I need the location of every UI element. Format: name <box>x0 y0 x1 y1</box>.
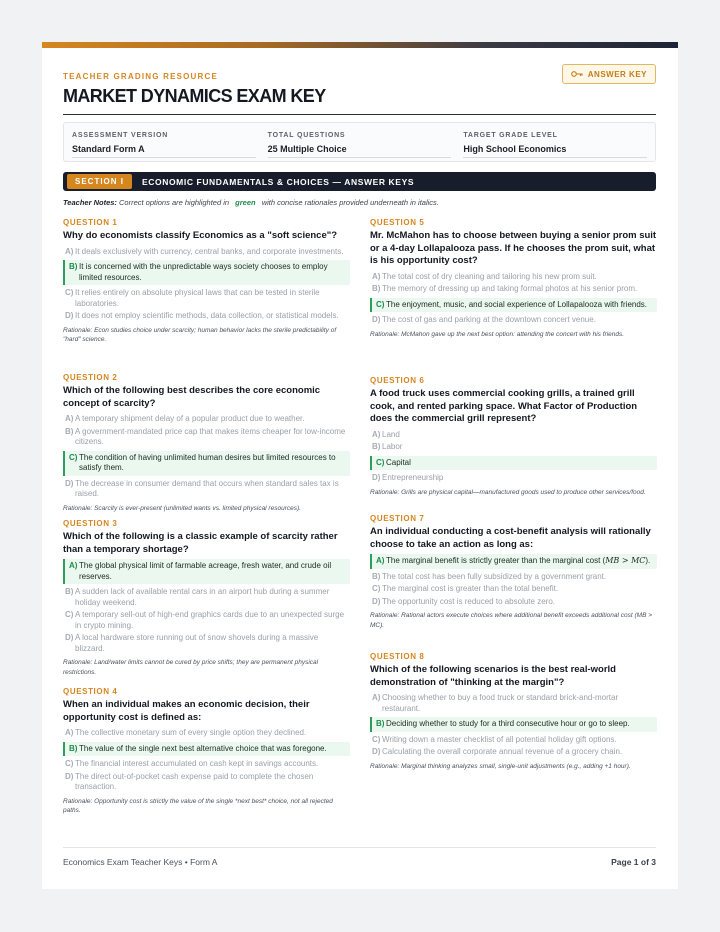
option-text-main: The memory of dressing up and taking formal photos at his senior prom. <box>382 284 638 293</box>
correct-option <box>370 554 657 569</box>
option-text-main: The total cost of dry cleaning and tailoring his new prom suit. <box>382 271 597 281</box>
question-block <box>63 218 350 345</box>
section-header <box>63 172 656 191</box>
answer-option <box>63 727 350 740</box>
answer-option <box>370 746 657 759</box>
math-expression: MB > MC <box>605 556 646 565</box>
question-number: QUESTION 2 <box>63 373 118 382</box>
rationale: Rationale: Rational actors execute choices where additional benefit exceeds additional cost (MB > MC). <box>370 612 653 629</box>
option-text <box>382 473 657 484</box>
option-text <box>386 556 657 567</box>
option-text <box>386 719 657 730</box>
answer-options <box>370 271 657 327</box>
option-text <box>75 414 350 425</box>
option-text <box>382 584 657 595</box>
question-text: An individual conducting a cost-benefit analysis will rationally choose to take an action as long as: <box>370 526 651 550</box>
answer-key-badge <box>562 64 656 84</box>
option-text <box>79 453 350 474</box>
option-letter: B) <box>372 284 381 293</box>
correct-option <box>63 559 350 584</box>
question-number: QUESTION 5 <box>370 218 425 227</box>
option-text <box>75 728 350 739</box>
question-text: Why do economists classify Economics as a "soft science"? <box>63 230 338 241</box>
question-block <box>63 519 350 677</box>
rationale: Rationale: Marginal thinking analyzes small, single-unit adjustments (e.g., adding +1 hour). <box>370 762 631 770</box>
option-text-main: The marginal benefit is strictly greater than the marginal cost ( <box>386 556 606 565</box>
option-text-main: It relies entirely on absolute physical laws that can be tested in sterile laboratories. <box>75 288 320 308</box>
answer-option <box>63 426 350 449</box>
option-text <box>75 247 350 258</box>
option-letter: D) <box>372 315 381 324</box>
option-text-main: Labor <box>382 442 403 451</box>
option-text-main: Capital <box>386 457 411 467</box>
option-text <box>79 561 350 582</box>
question-text: Which of the following best describes the core economic concept of scarcity? <box>63 385 321 409</box>
page-title: MARKET DYNAMICS EXAM KEY <box>63 86 326 106</box>
answer-option <box>63 246 350 259</box>
option-text-main: Deciding whether to study for a third consecutive hour or go to sleep. <box>386 719 630 728</box>
question-text: Which of the following scenarios is the best real-world demonstration of "thinking at the margin"? <box>370 664 616 688</box>
teacher-notes <box>63 198 439 207</box>
option-text <box>79 262 350 283</box>
option-text-main: It is concerned with the unpredictable ways society chooses to employ limited resources. <box>79 262 328 282</box>
option-letter: D) <box>65 633 74 642</box>
key-icon <box>571 70 583 78</box>
option-letter: A) <box>65 246 74 256</box>
exam-page <box>42 42 678 889</box>
badge-label: ANSWER KEY <box>587 69 647 79</box>
answer-options <box>63 246 350 323</box>
option-text-main: A government-mandated price cap that makes items cheaper for low-income citizens. <box>75 426 346 446</box>
option-letter: A) <box>65 728 74 737</box>
answer-option <box>63 287 350 310</box>
answer-option <box>370 283 657 296</box>
correct-option <box>63 451 350 476</box>
page-number: Page 1 of 3 <box>611 857 656 867</box>
option-letter: D) <box>65 311 74 320</box>
answer-option <box>370 571 657 584</box>
option-text <box>382 315 657 326</box>
answer-option <box>63 413 350 426</box>
answer-option <box>370 472 657 485</box>
option-letter: D) <box>372 596 381 606</box>
option-letter: B) <box>69 262 78 271</box>
option-text <box>75 759 350 770</box>
option-letter: B) <box>65 426 74 436</box>
option-letter: C) <box>372 584 381 593</box>
correct-option <box>370 298 657 313</box>
option-text <box>382 430 657 441</box>
option-letter: C) <box>65 759 74 768</box>
section-tag: SECTION I <box>67 174 132 189</box>
option-text <box>382 693 657 714</box>
correct-option <box>370 456 657 471</box>
option-text-main: Entrepreneurship <box>382 473 444 482</box>
rationale: Rationale: Land/water limits cannot be cured by price shifts; they are permanent physical restrictions. <box>63 659 319 676</box>
option-text <box>75 633 350 654</box>
notes-text: Correct options are highlighted in <box>119 198 230 207</box>
answer-option <box>63 586 350 609</box>
option-text <box>75 479 350 500</box>
option-text-main: The decrease in consumer demand that occurs when standard sales tax is raised. <box>75 478 339 498</box>
notes-text-after: with concise rationales provided underneath in italics. <box>261 198 439 207</box>
option-text <box>386 300 657 311</box>
option-text-main: The financial interest accumulated on cash kept in savings accounts. <box>75 759 319 768</box>
question-number: QUESTION 8 <box>370 652 425 661</box>
answer-options <box>370 692 657 759</box>
footer-title: Economics Exam Teacher Keys • Form A <box>63 857 218 867</box>
option-text <box>382 747 657 758</box>
option-letter: A) <box>372 429 381 439</box>
rationale: Rationale: Opportunity cost is strictly the value of the single *next best* choice, not all rejected paths. <box>63 797 333 814</box>
meta-label: ASSESSMENT VERSION <box>72 132 169 139</box>
question-number: QUESTION 6 <box>370 376 425 385</box>
option-text <box>382 735 657 746</box>
option-text-main: Calculating the overall corporate annual revenue of a grocery chain. <box>382 747 623 756</box>
option-letter: D) <box>65 771 74 781</box>
option-letter: C) <box>372 734 381 744</box>
option-letter: C) <box>65 288 74 297</box>
option-letter: A) <box>69 561 78 570</box>
option-letter: C) <box>376 457 385 467</box>
meta-label: TARGET GRADE LEVEL <box>463 132 558 139</box>
option-text-main: It does not employ scientific methods, data collection, or statistical models. <box>75 311 339 320</box>
question-text: Which of the following is a classic example of scarcity rather than a temporary shortage? <box>63 531 338 555</box>
answer-option <box>370 734 657 747</box>
answer-option <box>63 632 350 655</box>
question-block <box>63 373 350 513</box>
answer-options <box>370 554 657 608</box>
option-text <box>382 572 657 583</box>
option-text-main: The collective monetary sum of every single option they declined. <box>75 728 307 737</box>
option-letter: A) <box>372 271 381 281</box>
answer-option <box>370 583 657 596</box>
option-text-main: The condition of having unlimited human desires but limited resources to satisfy them. <box>79 452 336 472</box>
option-letter: C) <box>69 452 78 462</box>
top-gradient-bar <box>42 42 678 48</box>
question-block <box>370 218 657 339</box>
option-text-main: The enjoyment, music, and social experience of Lollapalooza with friends. <box>386 299 648 309</box>
meta-total-questions <box>268 123 452 161</box>
answer-option <box>63 310 350 323</box>
meta-version <box>72 123 256 161</box>
option-text <box>75 427 350 448</box>
rationale: Rationale: Grills are physical capital—manufactured goods used to produce other services/food. <box>370 488 646 496</box>
answer-options <box>370 429 657 485</box>
option-text <box>75 610 350 631</box>
option-letter: B) <box>65 587 74 596</box>
meta-value: 25 Multiple Choice <box>268 144 452 158</box>
answer-option <box>370 314 657 327</box>
question-block <box>63 687 350 816</box>
notes-label: Teacher Notes: <box>63 198 117 207</box>
option-text-main: The global physical limit of farmable acreage, fresh water, and crude oil reserves. <box>79 561 332 581</box>
question-text: When an individual makes an economic decision, their opportunity cost is defined as: <box>63 699 310 723</box>
assessment-meta <box>63 122 656 162</box>
answer-option <box>370 441 657 454</box>
answer-option <box>370 429 657 442</box>
option-text-main: The value of the single next best alternative choice that was foregone. <box>79 743 327 753</box>
option-letter: B) <box>69 743 78 753</box>
option-text-main: Writing down a master checklist of all potential holiday gift options. <box>382 734 617 744</box>
option-text <box>382 442 657 453</box>
correct-option <box>370 717 657 732</box>
option-text <box>75 288 350 309</box>
option-text-tail: ). <box>645 556 651 565</box>
correct-option <box>63 260 350 285</box>
option-letter: D) <box>372 747 381 756</box>
answer-option <box>63 478 350 501</box>
rationale: Rationale: Scarcity is ever-present (unlimited wants vs. limited physical resources). <box>63 504 301 512</box>
eyebrow-label: TEACHER GRADING RESOURCE <box>63 72 219 81</box>
option-letter: D) <box>65 478 74 488</box>
option-text-main: The opportunity cost is reduced to absolute zero. <box>382 596 555 606</box>
option-letter: D) <box>372 473 381 482</box>
question-block <box>370 514 657 630</box>
option-letter: B) <box>372 571 381 581</box>
question-number: QUESTION 7 <box>370 514 425 523</box>
option-text-main: It deals exclusively with currency, central banks, and corporate investments. <box>75 246 344 256</box>
option-text-main: The marginal cost is greater than the total benefit. <box>382 584 559 593</box>
page-footer <box>63 847 656 867</box>
option-text-main: The direct out-of-pocket cash expense paid to complete the chosen transaction. <box>75 771 314 791</box>
option-text <box>75 311 350 322</box>
answer-option <box>370 692 657 715</box>
answer-option <box>63 758 350 771</box>
option-text-main: A temporary sell-out of high-end graphics cards due to an unexpected surge in crypto mining. <box>75 610 345 630</box>
meta-label: TOTAL QUESTIONS <box>267 132 346 139</box>
question-number: QUESTION 3 <box>63 519 118 528</box>
option-letter: B) <box>376 719 385 728</box>
option-text-main: A temporary shipment delay of a popular product due to weather. <box>75 414 305 423</box>
meta-value: Standard Form A <box>72 144 256 158</box>
option-letter: A) <box>376 556 385 565</box>
answer-option <box>370 271 657 284</box>
answer-option <box>370 596 657 609</box>
section-title: ECONOMIC FUNDAMENTALS & CHOICES — ANSWER KEYS <box>142 176 415 187</box>
option-text <box>75 772 350 793</box>
answer-options <box>63 727 350 794</box>
question-block <box>370 376 657 497</box>
question-text: Mr. McMahon has to choose between buying a senior prom suit or a 4-day Lollapalooza pass. If he chooses the prom suit, what is his opportunity cost? <box>370 230 657 266</box>
option-text-main: A local hardware store running out of snow shovels during a massive blizzard. <box>75 633 319 653</box>
option-text <box>75 587 350 608</box>
option-letter: A) <box>65 414 74 423</box>
rationale: Rationale: McMahon gave up the next best option: attending the concert with his friends. <box>370 330 625 338</box>
rationale: Rationale: Econ studies choice under scarcity; human behavior lacks the sterile predictability of "hard" science. <box>63 326 337 343</box>
option-letter: A) <box>372 693 381 702</box>
option-text <box>79 744 350 755</box>
option-text-main: The total cost has been fully subsidized by a government grant. <box>382 571 607 581</box>
question-number: QUESTION 4 <box>63 687 118 696</box>
answer-options <box>63 413 350 501</box>
title-divider <box>63 114 656 115</box>
option-text <box>386 458 657 469</box>
option-text-main: Land <box>382 429 400 439</box>
meta-grade-level <box>463 123 647 161</box>
notes-green-word: green <box>235 198 256 207</box>
question-text: A food truck uses commercial cooking grills, a trained grill cook, and rented parking space. What Factor of Production does the commercial grill represent? <box>370 388 638 424</box>
option-text <box>382 597 657 608</box>
option-letter: C) <box>376 299 385 309</box>
question-number: QUESTION 1 <box>63 218 118 227</box>
option-letter: C) <box>65 610 74 619</box>
option-text-main: The cost of gas and parking at the downtown concert venue. <box>382 315 596 324</box>
question-block <box>370 652 657 771</box>
option-text <box>382 284 657 295</box>
option-text <box>382 272 657 283</box>
answer-option <box>63 771 350 794</box>
meta-value: High School Economics <box>463 144 647 158</box>
option-letter: B) <box>372 442 381 451</box>
correct-option <box>63 742 350 757</box>
option-text-main: Choosing whether to buy a food truck or standard brick-and-mortar restaurant. <box>382 693 619 713</box>
answer-options <box>63 559 350 655</box>
answer-option <box>63 609 350 632</box>
option-text-main: A sudden lack of available rental cars in an airport hub during a summer holiday weekend. <box>75 587 330 607</box>
